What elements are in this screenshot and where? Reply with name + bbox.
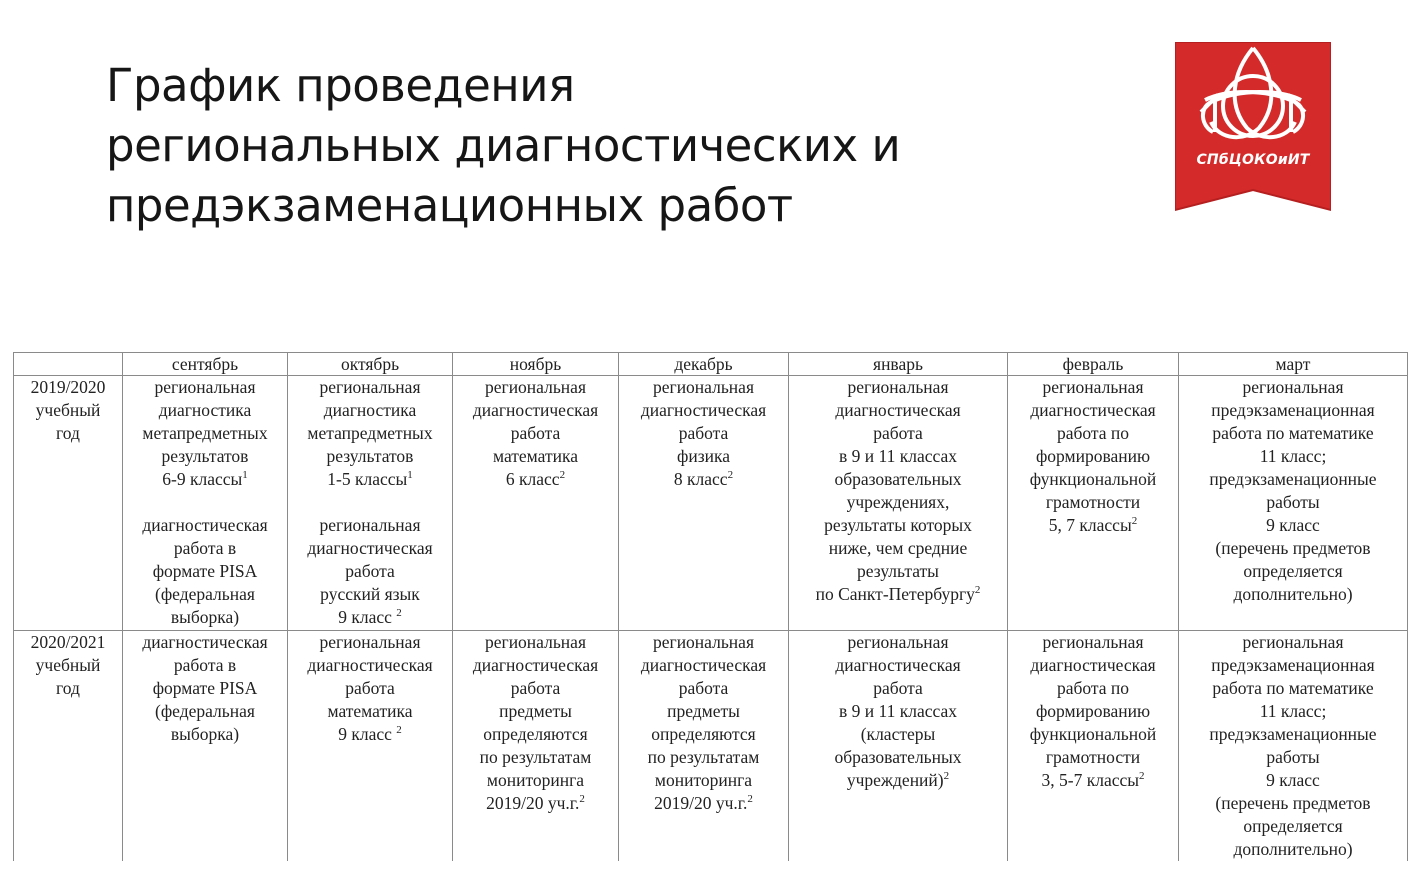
organization-logo	[1175, 42, 1331, 224]
header-march: март	[1179, 353, 1408, 376]
title-line-3: предэкзаменационных работ	[106, 179, 793, 232]
title-line-2: региональных диагностических и	[106, 119, 901, 172]
table-header-row	[14, 353, 1408, 376]
schedule-table	[13, 352, 1408, 861]
table-cell	[1008, 376, 1179, 631]
title-line-1: График проведения	[106, 59, 575, 112]
header-january: январь	[789, 353, 1008, 376]
cell-text: региональная диагностическая работа предметы определяются по результатам мониторинга 2019/20 уч.г.	[472, 632, 599, 813]
year-cell: 2020/2021 учебный год	[14, 631, 123, 862]
header-november: ноябрь	[453, 353, 619, 376]
header-february: февраль	[1008, 353, 1179, 376]
year-cell: 2019/2020 учебный год	[14, 376, 123, 631]
table-cell	[789, 376, 1008, 631]
header-cell-empty	[14, 353, 123, 376]
footnote-mark: 2	[396, 724, 402, 737]
table-row	[14, 376, 1408, 631]
cell-text: региональная диагностическая работа по формированию функциональной грамотности 3, 5-7 классы	[1029, 632, 1157, 790]
table-cell	[1179, 376, 1408, 631]
footnote-mark: 2	[943, 770, 950, 783]
table-cell	[789, 631, 1008, 862]
footnote-mark: 1	[407, 469, 413, 482]
footnote-mark: 2	[396, 607, 402, 620]
cell-text: региональная диагностика метапредметных результатов 1-5 классы	[307, 377, 433, 489]
table-cell	[453, 376, 619, 631]
footnote-mark: 2	[747, 793, 753, 806]
cell-text: региональная предэкзаменационная работа по математике 11 класс; предэкзаменационные работы 9 класс (перечень предметов определяется дополнительно)	[1209, 632, 1377, 859]
table-cell	[288, 631, 453, 862]
cell-text: региональная диагностика метапредметных результатов 6-9 классы	[142, 377, 268, 489]
header-october: октябрь	[288, 353, 453, 376]
cell-text: региональная диагностическая работа математика 6 класс	[472, 377, 599, 489]
table-cell	[619, 631, 789, 862]
table-cell	[453, 631, 619, 862]
footnote-mark: 2	[974, 584, 981, 597]
cell-text: региональная диагностическая работа физика 8 класс	[640, 377, 767, 489]
logo-text: СПбЦОКОиИТ	[1196, 152, 1310, 168]
table-cell	[1008, 631, 1179, 862]
header-december: декабрь	[619, 353, 789, 376]
cell-text: региональная диагностическая работа в 9 и 11 классах образовательных учреждениях, результаты которых ниже, чем средние результаты по Санкт-Петербургу	[815, 377, 975, 604]
page-title	[106, 56, 1106, 236]
table-cell	[288, 376, 453, 631]
table-cell	[1179, 631, 1408, 862]
table-cell	[123, 631, 288, 862]
cell-text: региональная диагностическая работа в 9 и 11 классах (кластеры образовательных учреждений)	[834, 632, 962, 790]
footnote-mark: 2	[1139, 770, 1145, 783]
cell-text: региональная предэкзаменационная работа по математике 11 класс; предэкзаменационные работы 9 класс (перечень предметов определяется дополнительно)	[1209, 377, 1377, 604]
footnote-mark: 2	[579, 793, 585, 806]
cell-text: диагностическая работа в формате PISA (федеральная выборка)	[142, 515, 268, 627]
footnote-mark: 2	[559, 469, 566, 482]
logo-ribbon-icon	[1175, 42, 1331, 224]
table-row	[14, 631, 1408, 862]
table-cell	[619, 376, 789, 631]
table-cell	[123, 376, 288, 631]
cell-text: региональная диагностическая работа предметы определяются по результатам мониторинга 2019/20 уч.г.	[640, 632, 767, 813]
cell-text: региональная диагностическая работа русский язык 9 класс	[307, 515, 433, 627]
cell-text: региональная диагностическая работа математика 9 класс	[307, 632, 433, 744]
footnote-mark: 2	[1131, 515, 1138, 528]
cell-text: диагностическая работа в формате PISA (федеральная выборка)	[142, 632, 268, 744]
footnote-mark: 2	[727, 469, 734, 482]
cell-text: региональная диагностическая работа по формированию функциональной грамотности 5, 7 классы	[1029, 377, 1157, 535]
header-september: сентябрь	[123, 353, 288, 376]
footnote-mark: 1	[242, 469, 248, 482]
